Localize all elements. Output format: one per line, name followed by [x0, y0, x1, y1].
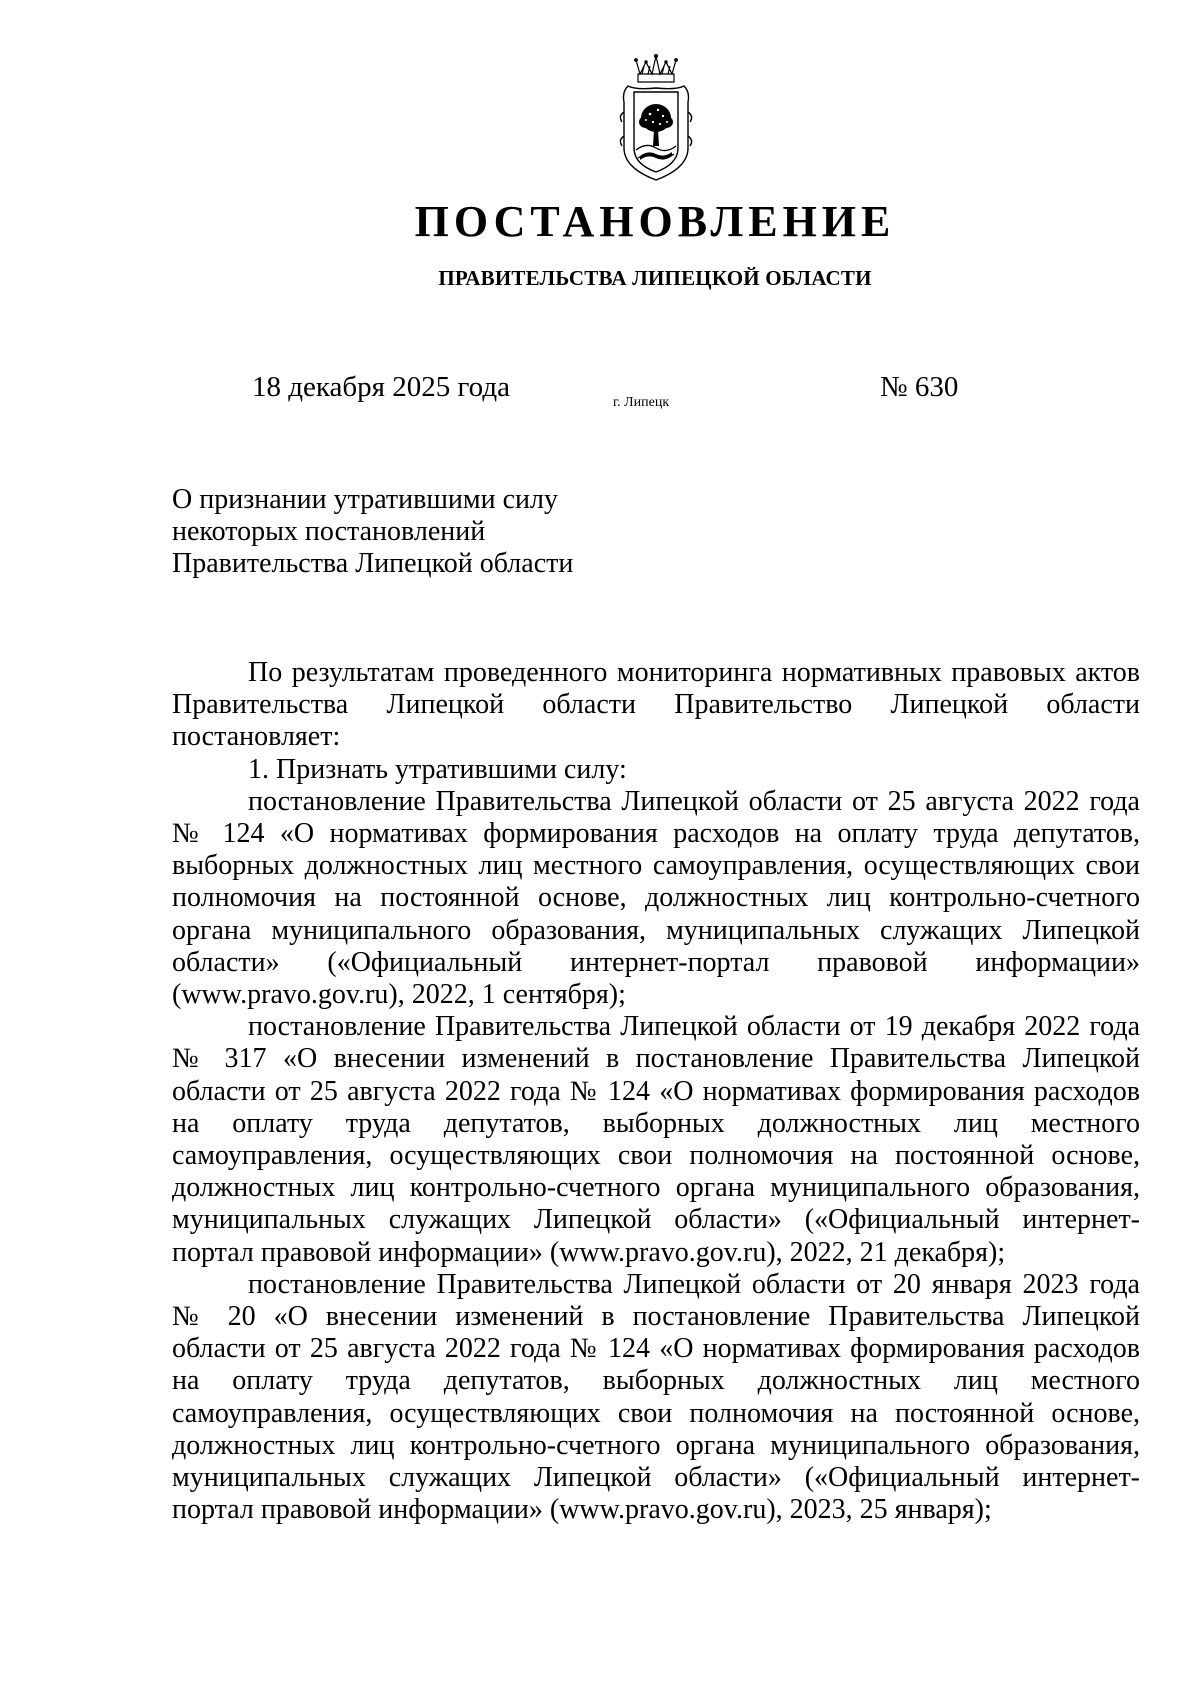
document-type-title: ПОСТАНОВЛЕНИЕ — [414, 197, 896, 246]
clause-1-heading: 1. Признать утратившими силу: — [248, 753, 627, 785]
subject-line: некоторых постановлений — [172, 516, 486, 547]
document-date: 18 декабря 2025 года — [252, 371, 510, 403]
repealed-act-item: постановление Правительства Липецкой области от 25 августа 2022 года № 124 «О нормативах формирования расходов на оплату труда депутатов, выборных должностных лиц местного самоуправления, осуществляющих свои полномочия на постоянной основе, должностных лиц контрольно-счетного органа муниципального образования, муниципальных служащих Липецкой области» («Официальный интернет-портал правовой информации» (www.pravo.gov.ru), 2022, 1 сентября); — [172, 785, 1140, 1011]
coat-of-arms-icon — [616, 52, 696, 184]
subject-line: Правительства Липецкой области — [172, 548, 574, 579]
document-city: г. Липецк — [613, 395, 670, 410]
document-number: № 630 — [880, 371, 959, 403]
repealed-act-item: постановление Правительства Липецкой области от 19 декабря 2022 года № 317 «О внесении изменений в постановление Правительства Липецкой области от 25 августа 2022 года № 124 «О нормативах формирования расходов на оплату труда депутатов, выборных должностных лиц местного самоуправления, осуществляющих свои полномочия на постоянной основе, должностных лиц контрольно-счетного органа муниципального образования, муниципальных служащих Липецкой области» («Официальный интернет-портал правовой информации» (www.pravo.gov.ru), 2022, 21 декабря); — [172, 1011, 1140, 1268]
document-body — [172, 657, 1140, 1526]
preamble-paragraph: По результатам проведенного мониторинга нормативных правовых актов Правительства Липецкой области Правительство Липецкой области постановляет: — [172, 657, 1140, 753]
repealed-act-item: постановление Правительства Липецкой области от 20 января 2023 года № 20 «О внесении изменений в постановление Правительства Липецкой области от 25 августа 2022 года № 124 «О нормативах формирования расходов на оплату труда депутатов, выборных должностных лиц местного самоуправления, осуществляющих свои полномочия на постоянной основе, должностных лиц контрольно-счетного органа муниципального образования, муниципальных служащих Липецкой области» («Официальный интернет-портал правовой информации» (www.pravo.gov.ru), 2023, 25 января); — [172, 1268, 1140, 1526]
issuing-authority: ПРАВИТЕЛЬСТВА ЛИПЕЦКОЙ ОБЛАСТИ — [438, 266, 872, 290]
document-subject — [172, 484, 732, 580]
subject-line: О признании утратившими силу — [172, 484, 558, 515]
